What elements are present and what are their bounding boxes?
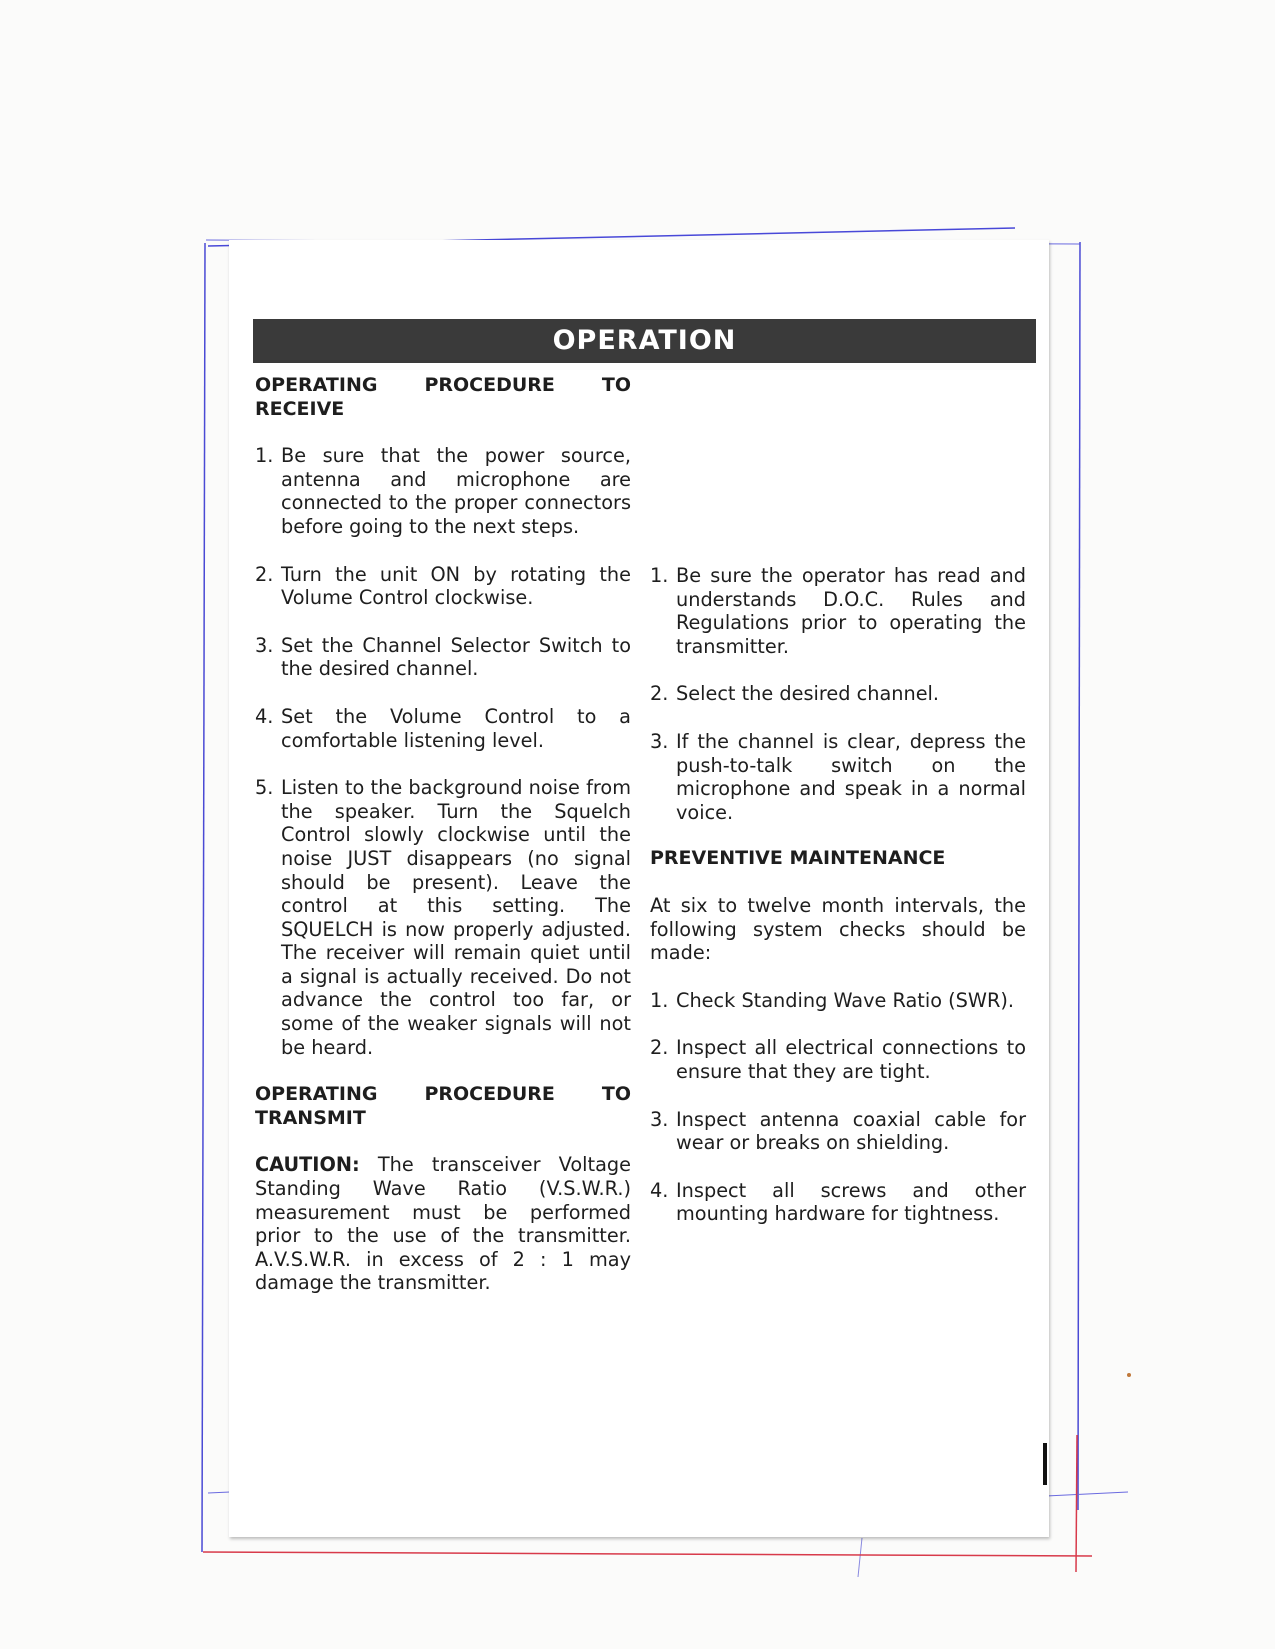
list-item	[650, 989, 1026, 1013]
step-number: 2.	[650, 1036, 669, 1060]
section-banner: OPERATION	[253, 319, 1036, 363]
step-number: 1.	[255, 444, 274, 468]
step-number: 5.	[255, 776, 274, 800]
caution-paragraph	[255, 1153, 631, 1295]
step-text: If the channel is clear, depress the push-to-talk switch on the microphone and speak in a normal voice.	[676, 729, 1026, 824]
left-column	[255, 374, 631, 1295]
step-number: 4.	[255, 704, 274, 728]
step-text: Set the Volume Control to a comfortable listening level.	[281, 704, 631, 752]
step-text: Check Standing Wave Ratio (SWR).	[676, 988, 1015, 1012]
step-text: Be sure the operator has read and understands D.O.C. Rules and Regulations prior to operating the transmitter.	[676, 564, 1026, 658]
page-edge-mark	[1043, 1443, 1047, 1485]
receive-steps	[255, 444, 631, 1059]
step-text: Inspect all screws and other mounting hardware for tightness.	[676, 1178, 1026, 1226]
step-number: 4.	[650, 1178, 669, 1202]
maintenance-heading: PREVENTIVE MAINTENANCE	[650, 847, 946, 870]
list-item	[650, 1108, 1026, 1155]
step-number: 3.	[650, 729, 669, 753]
list-item	[650, 1036, 1026, 1083]
receive-heading: OPERATING PROCEDURE TO RECEIVE	[255, 374, 631, 420]
list-item	[650, 1179, 1026, 1226]
caution-continued-space	[650, 374, 1026, 564]
list-item	[255, 776, 631, 1059]
step-number: 1.	[650, 564, 669, 587]
list-item	[255, 634, 631, 681]
step-text: Set the Channel Selector Switch to the desired channel.	[281, 633, 631, 681]
list-item	[650, 682, 1026, 706]
list-item	[650, 730, 1026, 824]
transmit-steps	[650, 564, 1026, 824]
list-item	[255, 563, 631, 610]
list-item	[650, 564, 1026, 658]
step-text: Select the desired channel.	[676, 682, 940, 706]
maintenance-intro: At six to twelve month intervals, the following system checks should be made:	[650, 893, 1026, 965]
right-column	[650, 374, 1026, 1226]
step-number: 1.	[650, 988, 669, 1012]
scan-speck	[1127, 1373, 1131, 1377]
step-number: 3.	[255, 633, 274, 657]
step-text: Turn the unit ON by rotating the Volume Control clockwise.	[281, 562, 631, 610]
step-number: 2.	[255, 562, 274, 586]
list-item	[255, 444, 631, 538]
step-text: Inspect antenna coaxial cable for wear or breaks on shielding.	[676, 1107, 1026, 1155]
transmit-heading: OPERATING PROCEDURE TO TRANSMIT	[255, 1083, 631, 1129]
caution-label: CAUTION:	[255, 1153, 360, 1177]
step-text: Be sure that the power source, antenna and microphone are connected to the proper connectors before going to the next steps.	[281, 444, 631, 538]
step-number: 3.	[650, 1107, 669, 1131]
step-text: Listen to the background noise from the speaker. Turn the Squelch Control slowly clockwise until the noise JUST disappears (no signal should be present). Leave the control at this setting. The SQUELCH is now properly adjusted. The receiver will remain quiet until a signal is actually received. Do not advance the control too far, or some of the weaker signals will not be heard.	[281, 776, 631, 1059]
step-number: 2.	[650, 682, 669, 706]
step-text: Inspect all electrical connections to ensure that they are tight.	[676, 1036, 1026, 1083]
maintenance-steps	[650, 989, 1026, 1226]
list-item	[255, 705, 631, 752]
caution-text: The transceiver Voltage Standing Wave Ratio (V.S.W.R.) measurement must be performed prior to the use of the transmitter. A.V.S.W.R. in excess of 2 : 1 may damage the transmitter.	[255, 1153, 631, 1295]
